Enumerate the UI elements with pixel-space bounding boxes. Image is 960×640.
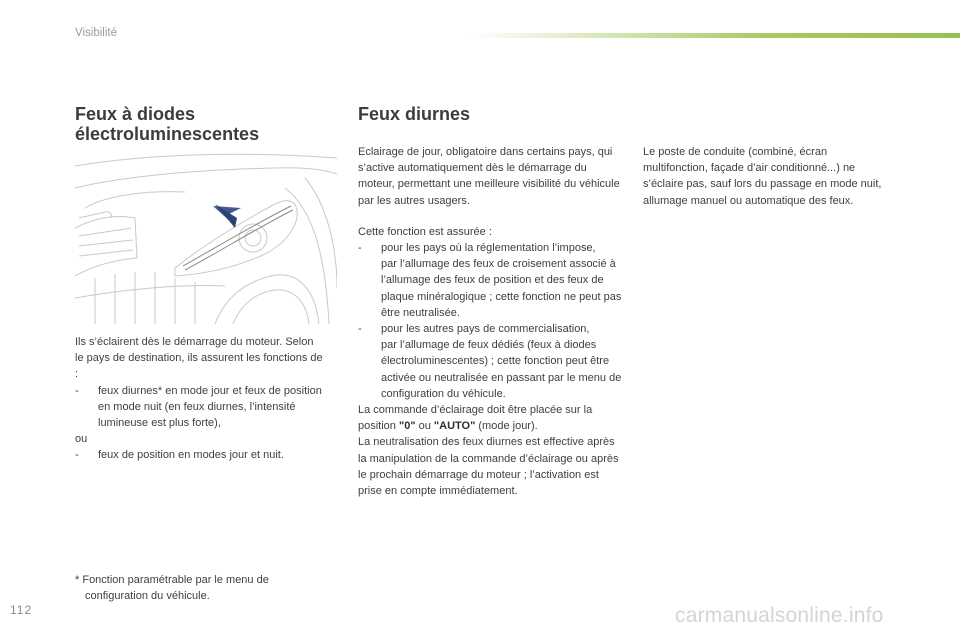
page-number: 112 [10, 603, 33, 617]
middle-p3-auto: "AUTO" [433, 420, 476, 433]
left-intro: Ils s’éclairent dès le démarrage du moteur. Selon le pays de destination, ils assurent les fonctions de : [75, 336, 323, 381]
footnote [75, 572, 269, 604]
footnote-mark: * [75, 574, 80, 586]
left-item-1: feux diurnes* en mode jour et feux de position en mode nuit (en feux diurnes, l’intensité lumineuse est plus forte), [98, 384, 322, 430]
section-header: Visibilité [75, 27, 117, 39]
left-title: Feux à diodes électroluminescentes [75, 104, 260, 144]
footnote-text-2: configuration du véhicule. [85, 590, 210, 603]
left-or: ou [75, 433, 88, 446]
right-body [643, 144, 888, 209]
left-list-item [75, 447, 325, 463]
middle-p3-or: ou [418, 420, 431, 433]
right-p1: Le poste de conduite (combiné, écran multifonction, façade d’air conditionné...) ne s’éclaire pas, sauf lors du passage en mode nuit, allumage manuel ou automatique des feux. [643, 146, 882, 207]
middle-p1: Eclairage de jour, obligatoire dans certains pays, qui s’active automatiquement dès le démarrage du moteur, permettant une meilleure visibilité du véhicule par les autres usagers. [358, 146, 620, 207]
middle-p2: Cette fonction est assurée : [358, 225, 492, 238]
middle-p3-zero: "0" [398, 420, 416, 433]
left-item-2: feux de position en modes jour et nuit. [98, 449, 284, 462]
middle-title: Feux diurnes [358, 104, 471, 124]
middle-p3-start: La commande d’éclairage doit être placée sur la position [358, 404, 593, 433]
middle-p4: La neutralisation des feux diurnes est effective après la manipulation de la commande d’éclairage ou après le prochain démarrage du moteur ; l’activation est prise en compte immédiatement. [358, 436, 619, 498]
middle-item-1b: par l’allumage des feux de croisement associé à l’allumage des feux de position et des feux de plaque minéralogique ; cette fonction ne peut pas être neutralisée. [381, 258, 622, 319]
left-body [75, 334, 325, 464]
car-headlight-illustration [75, 148, 337, 324]
middle-item-2b: par l’allumage de feux dédiés (feux à diodes électroluminescentes) ; cette fonction peut être activée ou neutralisée en passant par le menu de configuration du véhicule. [381, 339, 622, 400]
dash-marker: - [358, 242, 362, 255]
left-list-item [75, 383, 325, 432]
middle-p3-end: (mode jour). [478, 420, 538, 433]
middle-list-item [358, 321, 623, 402]
watermark: carmanualsonline.info [675, 604, 884, 627]
middle-list-item [358, 240, 623, 321]
dash-marker: - [358, 323, 362, 336]
middle-item-2a: pour les autres pays de commercialisation, [381, 323, 590, 336]
dash-marker: - [75, 384, 79, 397]
footnote-text: Fonction paramétrable par le menu de [82, 574, 269, 586]
middle-item-1a: pour les pays où la réglementation l’impose, [381, 242, 596, 255]
middle-p3 [358, 402, 623, 434]
dash-marker: - [75, 449, 79, 462]
middle-body [358, 144, 623, 499]
header-accent-bar [470, 33, 960, 38]
